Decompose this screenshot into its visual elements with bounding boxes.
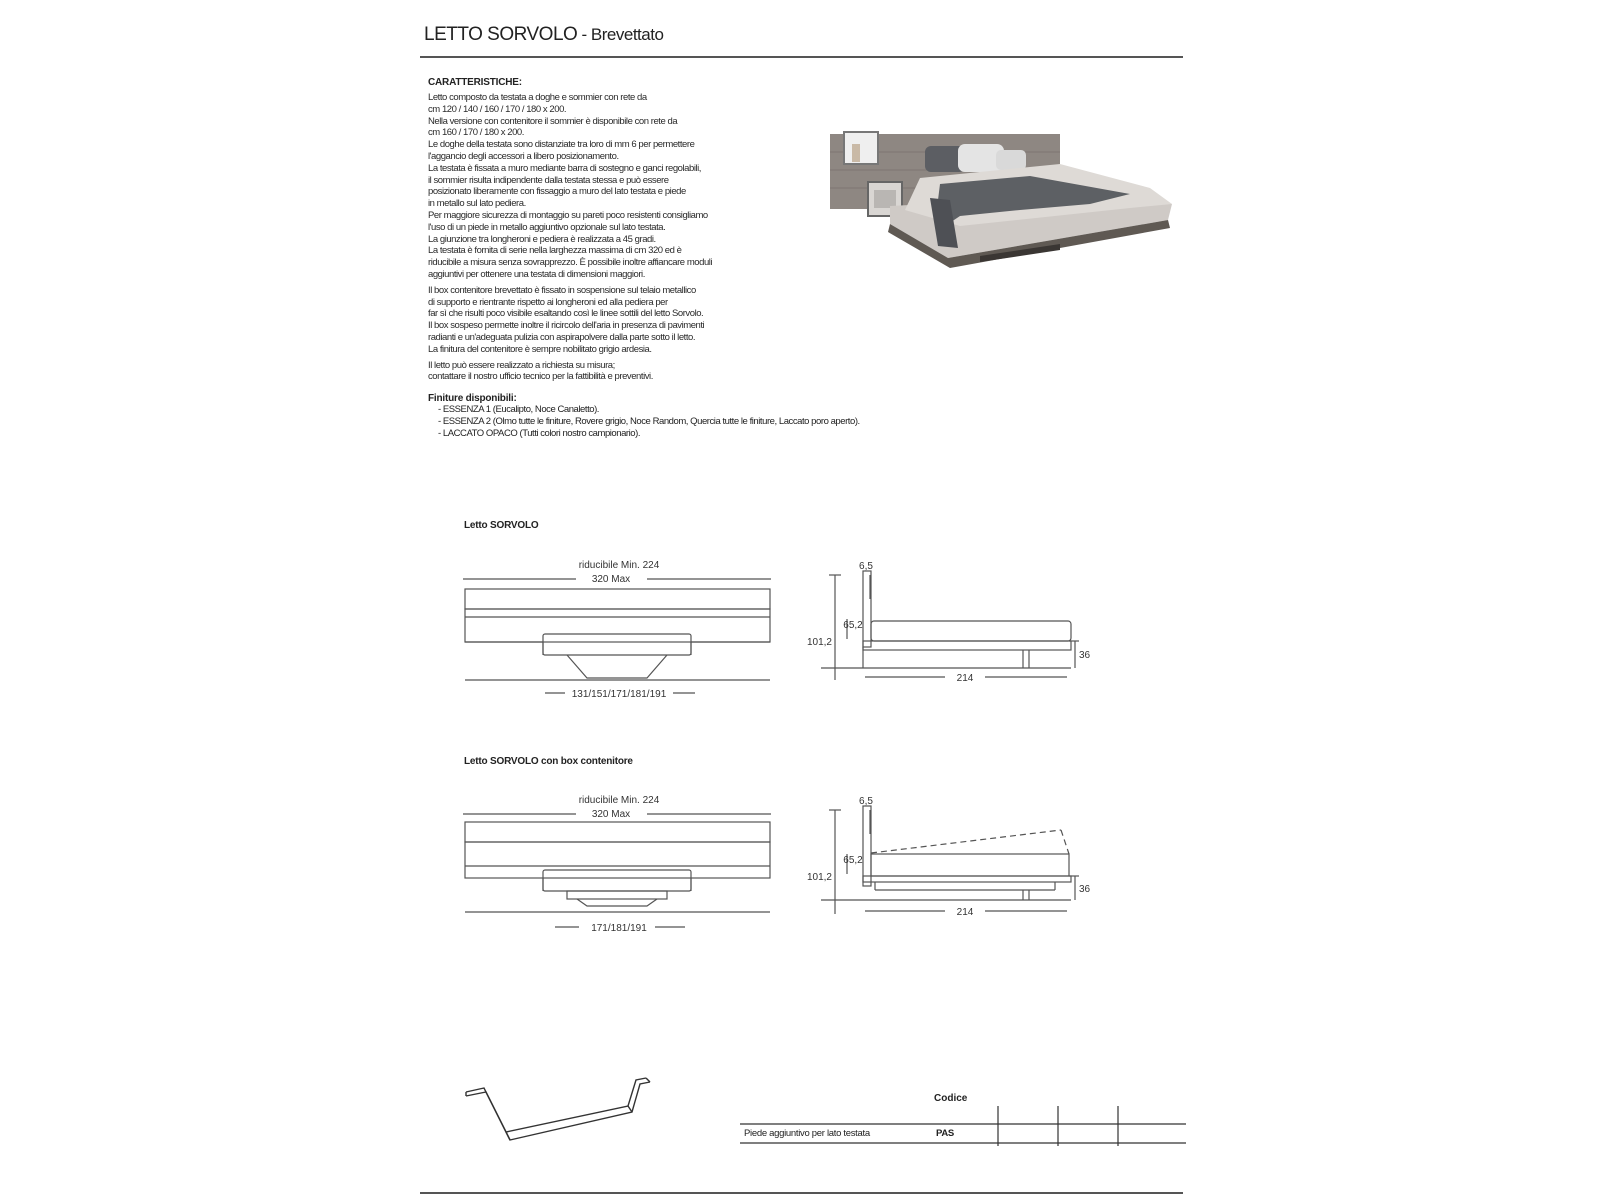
frame-side: [863, 876, 1071, 882]
drawing2-title: Letto SORVOLO con box contenitore: [464, 756, 633, 767]
title-main: LETTO SORVOLO: [424, 24, 578, 45]
drawing2-svg: [455, 790, 1095, 945]
bottom-divider: [420, 1192, 1183, 1194]
characteristics-block: [428, 77, 860, 440]
dim-depth: 214: [956, 673, 974, 684]
dim-max: 320 Max: [591, 574, 631, 585]
storage-box-front: [567, 891, 667, 899]
code-row-code: PAS: [936, 1128, 954, 1139]
mattress-side: [871, 621, 1071, 641]
title-subtitle: - Brevettato: [577, 25, 664, 44]
dim-width-options: 171/181/191: [591, 923, 647, 934]
code-table-grid: [740, 1102, 1186, 1146]
text-line: cm 120 / 140 / 160 / 170 / 180 x 200.: [428, 103, 567, 115]
finish-item: - ESSENZA 2 (Olmo tutte le finiture, Rovere grigio, Noce Random, Quercia tutte le finiture, Laccato poro aperto).: [438, 415, 860, 427]
finish-item: - ESSENZA 1 (Eucalipto, Noce Canaletto).: [438, 404, 599, 416]
dim-head: 65,2: [843, 855, 863, 866]
dim-depth: 214: [956, 907, 974, 918]
finishes-list: [428, 404, 860, 439]
text-line: La finitura del contenitore è sempre nobilitato grigio ardesia.: [428, 343, 652, 355]
dim-width-options: 131/151/171/181/191: [571, 689, 667, 700]
text-line: far sì che risulti poco visibile esaltando così le linee sottili del letto Sorvolo.: [428, 308, 704, 320]
dim-frame: 36: [1079, 884, 1091, 895]
mattress-side: [871, 854, 1069, 876]
dim-frame: 36: [1079, 650, 1091, 661]
dim-head: 65,2: [843, 620, 863, 631]
text-line: riducibile a misura senza sovrapprezzo. È possibile inoltre affiancare moduli: [428, 257, 713, 269]
finishes-heading: Finiture disponibili:: [428, 393, 517, 405]
text-line: il sommier risulta indipendente dalla testata stessa e può essere: [428, 174, 669, 186]
code-row-label: Piede aggiuntivo per lato testata: [744, 1128, 870, 1139]
mattress-front: [543, 870, 691, 891]
dim-total: 101,2: [806, 637, 832, 648]
characteristics-body: [428, 92, 860, 383]
text-line: Il letto può essere realizzato a richiesta su misura;: [428, 359, 615, 371]
frame-front: [465, 609, 770, 642]
leg-front: [567, 655, 667, 678]
drawing1-svg: [455, 555, 1095, 710]
box-bottom: [577, 899, 657, 906]
text-line: Il box sospeso permette inoltre il ricircolo dell'aria in presenza di pavimenti: [428, 320, 705, 332]
text-line: l'aggancio degli accessori a libero posizionamento.: [428, 150, 619, 162]
text-line: Letto composto da testata a doghe e sommier con rete da: [428, 92, 647, 103]
characteristics-heading: CARATTERISTICHE:: [428, 77, 522, 88]
dim-max: 320 Max: [591, 809, 631, 820]
code-table-header: Codice: [934, 1093, 968, 1104]
page-title: [424, 24, 663, 46]
text-line: contattare il nostro ufficio tecnico per la fattibilità e preventivi.: [428, 371, 653, 383]
text-line: Le doghe della testata sono distanziate tra loro di mm 6 per permettere: [428, 139, 695, 151]
additional-foot-drawing: [460, 1062, 660, 1146]
bed-product-image: [830, 128, 1180, 274]
frame-front: [465, 842, 770, 878]
text-line: La giunzione tra longheroni e pediera è realizzata a 45 gradi.: [428, 233, 656, 245]
text-line: posizionato liberamente con fissaggio a muro del lato testata e piede: [428, 186, 686, 198]
top-divider: [420, 56, 1183, 58]
dim-gap: 6,5: [859, 561, 873, 572]
headboard-front: [465, 589, 770, 609]
text-line: Il box contenitore brevettato è fissato in sospensione sul telaio metallico: [428, 284, 696, 296]
dim-total: 101,2: [806, 872, 832, 883]
headboard-front: [465, 822, 770, 842]
frame-side: [863, 641, 1071, 650]
text-line: Per maggiore sicurezza di montaggio su pareti poco resistenti consigliamo: [428, 209, 708, 221]
text-line: Nella versione con contenitore il sommier è disponibile con rete da: [428, 115, 678, 127]
dim-gap: 6,5: [859, 796, 873, 807]
text-line: cm 160 / 170 / 180 x 200.: [428, 127, 524, 139]
dim-reducible: riducibile Min. 224: [578, 795, 660, 806]
drawing1-title: Letto SORVOLO: [464, 520, 539, 531]
lift-dashed: [871, 830, 1061, 853]
dim-reducible: riducibile Min. 224: [578, 560, 660, 571]
mattress-front: [543, 634, 691, 655]
finish-item: - LACCATO OPACO (Tutti colori nostro campionario).: [438, 427, 641, 439]
text-line: aggiuntivi per ottenere una testata di dimensioni maggiori.: [428, 268, 645, 280]
text-line: La testata è fornita di serie nella larghezza massima di cm 320 ed è: [428, 245, 682, 257]
text-line: radianti e un'adeguata pulizia con aspirapolvere dalla parte sotto il letto.: [428, 331, 696, 343]
shelf-unit: [844, 132, 878, 164]
text-line: l'uso di un piede in metallo aggiuntivo opzionale sul lato testata.: [428, 221, 666, 233]
text-line: La testata è fissata a muro mediante barra di sostegno e ganci regolabili,: [428, 162, 701, 174]
text-line: in metallo sul lato pediera.: [428, 198, 526, 210]
text-line: di supporto e rientrante rispetto ai longheroni ed alla pediera per: [428, 296, 668, 308]
